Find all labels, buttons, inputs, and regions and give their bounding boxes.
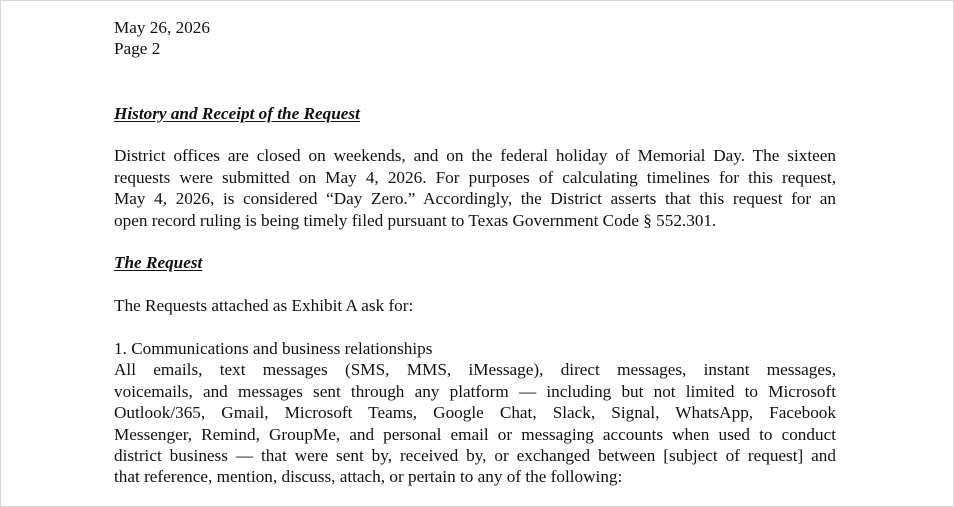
request-item-line: All emails, text messages (SMS, MMS, iMessage), direct messages, instant messages, bbox=[114, 360, 836, 380]
page-number: Page 2 bbox=[114, 39, 161, 59]
request-item-line: district business — that were sent by, received by, or exchanged between [subject of request] and bbox=[114, 446, 836, 466]
document-body bbox=[114, 17, 836, 488]
history-paragraph bbox=[114, 145, 836, 231]
request-item-line: voicemails, and messages sent through any platform — including but not limited to Microsoft bbox=[114, 381, 836, 401]
request-intro: The Requests attached as Exhibit A ask for: bbox=[114, 296, 414, 316]
request-item-line: Messenger, Remind, GroupMe, and personal email or messaging accounts when used to conduct bbox=[114, 424, 836, 444]
request-heading: The Request bbox=[114, 253, 203, 273]
request-item-line: Outlook/365, Gmail, Microsoft Teams, Google Chat, Slack, Signal, WhatsApp, Facebook bbox=[114, 403, 836, 423]
history-line: May 4, 2026, is considered “Day Zero.” Accordingly, the District asserts that this request for an bbox=[114, 189, 836, 209]
history-heading: History and Receipt of the Request bbox=[114, 103, 360, 123]
letter-date: May 26, 2026 bbox=[114, 18, 210, 37]
history-line: District offices are closed on weekends, and on the federal holiday of Memorial Day. The sixteen bbox=[114, 146, 836, 166]
request-item-line: that reference, mention, discuss, attach, or pertain to any of the following: bbox=[114, 467, 623, 487]
request-item-paragraph bbox=[114, 359, 836, 487]
history-line: requests were submitted on May 4, 2026. For purposes of calculating timelines for this request, bbox=[114, 167, 836, 187]
request-item-title: 1. Communications and business relationships bbox=[114, 339, 433, 359]
history-line: open record ruling is being timely filed pursuant to Texas Government Code § 552.301. bbox=[114, 210, 717, 230]
